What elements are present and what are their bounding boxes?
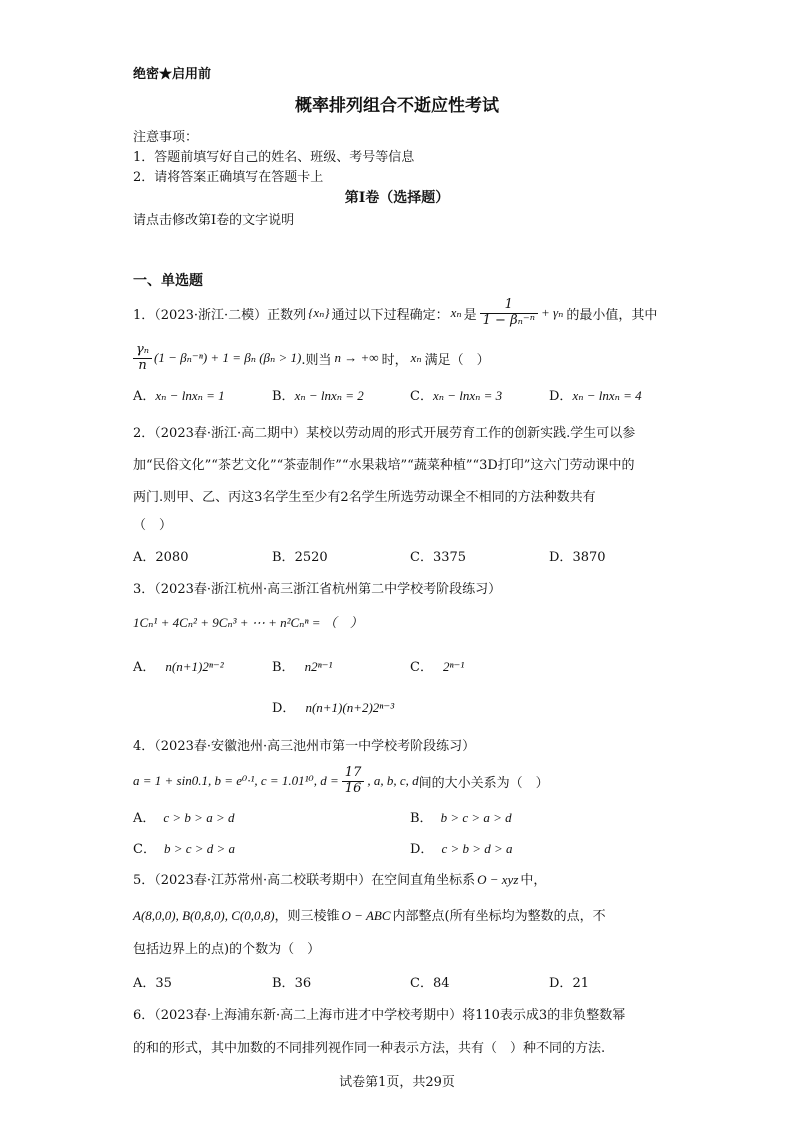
option-text: 84: [432, 976, 450, 991]
q1-satisfies: 满足（ ）: [424, 352, 490, 368]
q5-line-1: [133, 869, 546, 888]
q5-tetrahedron: O − ABC: [341, 908, 391, 923]
option-label: D．: [549, 550, 573, 565]
option-label: A．: [133, 660, 156, 675]
option-text: xₙ − lnxₙ = 1: [155, 388, 225, 403]
q2-line-4: （ ）: [133, 518, 173, 533]
q3-option-d: [272, 697, 394, 716]
q1-gamma-over-n: [133, 343, 152, 373]
option-text: 3375: [432, 550, 467, 565]
option-text: n2ⁿ⁻¹: [304, 659, 333, 674]
q6-line-1: 6．（2023春·上海浦东新·高二上海市进才中学校考期中）将110表示成3的非负整数幂: [133, 1008, 626, 1023]
option-label: C．: [410, 660, 433, 675]
q1-when: 时，: [381, 352, 408, 368]
q1-prefix: 1．（2023·浙江·二模）正数列: [133, 307, 307, 323]
q5-mid: ，则三棱锥: [274, 909, 340, 924]
q5-points: A(8,0,0), B(0,8,0), C(0,0,8): [133, 908, 275, 923]
option-label: A．: [133, 976, 156, 991]
q2-option-b: [272, 546, 328, 565]
q2-option-a: [133, 546, 188, 565]
q3-option-c: [410, 656, 464, 675]
q1-mid: 通过以下过程确定：: [331, 307, 449, 323]
option-text: c > b > d > a: [441, 841, 513, 856]
option-label: B．: [410, 811, 433, 826]
q1-xn-2: xₙ: [410, 350, 422, 365]
q4-expr-post: , a, b, c, d: [367, 773, 419, 788]
q5-option-c: [410, 972, 450, 991]
q1-frac-num: 1: [480, 298, 538, 313]
q1-option-d: [549, 385, 642, 404]
option-label: D．: [549, 976, 573, 991]
option-label: B．: [272, 389, 295, 404]
q4-expr-pre: a = 1 + sin0.1, b = e⁰·¹, c = 1.01¹⁰, d =: [133, 773, 339, 788]
option-text: 2ⁿ⁻¹: [442, 659, 465, 674]
notice-heading: 注意事项：: [133, 130, 199, 145]
q1-xn: xₙ: [450, 305, 462, 320]
q3-expression: 1Cₙ¹ + 4Cₙ² + 9Cₙ³ + ⋯ + n²Cₙⁿ = （ ）: [133, 615, 363, 630]
option-label: C．: [410, 389, 433, 404]
option-label: D．: [549, 389, 573, 404]
option-text: b > c > a > d: [440, 810, 512, 825]
option-label: D．: [272, 701, 296, 716]
secret-mark: 绝密★启用前: [133, 67, 212, 82]
q1-post: 的最小值，其中: [566, 307, 658, 323]
volume-subtitle: 请点击修改第I卷的文字说明: [133, 213, 295, 228]
exam-title: 概率排列组合不逝应性考试: [295, 96, 499, 116]
q5-line2-post: 内部整点(所有坐标均为整数的点，不: [392, 909, 606, 924]
q1-option-a: [133, 385, 225, 404]
option-label: A．: [133, 389, 156, 404]
q5-option-a: [133, 972, 172, 991]
option-label: D．: [410, 842, 434, 857]
option-text: 3870: [572, 550, 606, 565]
q1-l2-frac-num: γₙ: [133, 343, 152, 358]
option-text: 2080: [155, 550, 189, 565]
q4-frac-num: 17: [342, 766, 365, 781]
option-text: n(n+1)2ⁿ⁻²: [165, 659, 224, 674]
q1-sequence: {xₙ}: [308, 305, 330, 320]
option-text: b > c > d > a: [163, 841, 236, 856]
q1-fraction: [480, 298, 538, 328]
q1-then: .则当: [301, 352, 332, 368]
q5-option-b: [272, 972, 311, 991]
option-text: 35: [155, 976, 172, 991]
notice-item-1: 1．答题前填写好自己的姓名、班级、考号等信息: [133, 150, 415, 165]
q3-line-1: 3．（2023春·浙江杭州·高三浙江省杭州第二中学校考阶段练习）: [133, 582, 502, 597]
q5-line-2: [133, 905, 606, 924]
q4-option-b: [410, 807, 512, 826]
q4-option-d: [410, 838, 513, 857]
option-text: 21: [572, 976, 589, 991]
q4-frac-den: 16: [344, 780, 362, 796]
notice-item-2: 2．请将答案正确填写在答题卡上: [133, 170, 324, 185]
q1-option-c: [410, 385, 502, 404]
q1-is: 是: [463, 307, 477, 323]
question-1-line-2: [133, 339, 490, 377]
q5-line-3: 包括边界上的点)的个数为（ ）: [133, 942, 321, 957]
q1-plus-gamma: + γₙ: [540, 305, 564, 320]
q4-option-c: [133, 838, 235, 857]
option-text: 2520: [294, 550, 328, 565]
option-label: C．: [133, 842, 156, 857]
q2-line-1: 2．（2023春·浙江·高二期中）某校以劳动周的形式开展劳育工作的创新实践.学生可以参: [133, 426, 636, 441]
option-text: xₙ − lnxₙ = 3: [432, 388, 503, 403]
q5-option-d: [549, 972, 589, 991]
option-label: A．: [133, 550, 156, 565]
q1-equation: (1 − βₙ⁻ⁿ) + 1 = βₙ (βₙ > 1): [154, 350, 302, 365]
q2-option-d: [549, 546, 606, 565]
volume-title: 第I卷（选择题）: [344, 190, 450, 206]
option-label: B．: [272, 660, 295, 675]
q1-l2-frac-den: n: [138, 357, 147, 373]
option-label: A．: [133, 811, 156, 826]
q4-fraction: [342, 766, 365, 796]
option-label: C．: [410, 550, 433, 565]
q1-option-b: [272, 385, 364, 404]
section-title: 一、单选题: [133, 273, 203, 289]
q4-option-a: [133, 807, 234, 826]
q3-option-a: [133, 656, 224, 675]
q4-line-2: [133, 763, 549, 799]
option-text: xₙ − lnxₙ = 4: [572, 388, 642, 403]
q2-line-3: 两门.则甲、乙、丙这3名学生至少有2名学生所选劳动课全不相同的方法种数共有: [133, 490, 596, 505]
q5-prefix: 5．（2023春·江苏常州·高二校联考期中）在空间直角坐标系: [133, 873, 476, 888]
option-text: c > b > a > d: [163, 810, 235, 825]
option-label: B．: [272, 550, 295, 565]
q2-line-2: 加“民俗文化”“茶艺文化”“茶壶制作”“水果栽培”“蔬菜种植”“3D打印”这六门劳动课中的: [133, 458, 635, 473]
option-label: C．: [410, 976, 433, 991]
q1-limit: n → +∞: [334, 350, 379, 365]
q3-option-b: [272, 656, 332, 675]
q4-line-1: 4．（2023春·安徽池州·高三池州市第一中学校考阶段练习）: [133, 739, 476, 754]
q5-post: 中，: [520, 873, 547, 888]
q4-tail: 间的大小关系为（ ）: [418, 775, 549, 791]
option-text: n(n+1)(n+2)2ⁿ⁻³: [305, 700, 395, 715]
page-footer: 试卷第1页，共29页: [339, 1075, 455, 1090]
option-text: xₙ − lnxₙ = 2: [294, 388, 364, 403]
q2-option-c: [410, 546, 466, 565]
option-text: 36: [294, 976, 312, 991]
q6-line-2: 的和的形式，其中加数的不同排列视作同一种表示方法，共有（ ）种不同的方法.: [133, 1041, 606, 1056]
question-1-line-1: [133, 295, 657, 331]
q5-coord-system: O − xyz: [477, 872, 519, 887]
q1-frac-den: 1 − βₙ⁻ⁿ: [482, 312, 535, 328]
option-label: B．: [272, 976, 295, 991]
